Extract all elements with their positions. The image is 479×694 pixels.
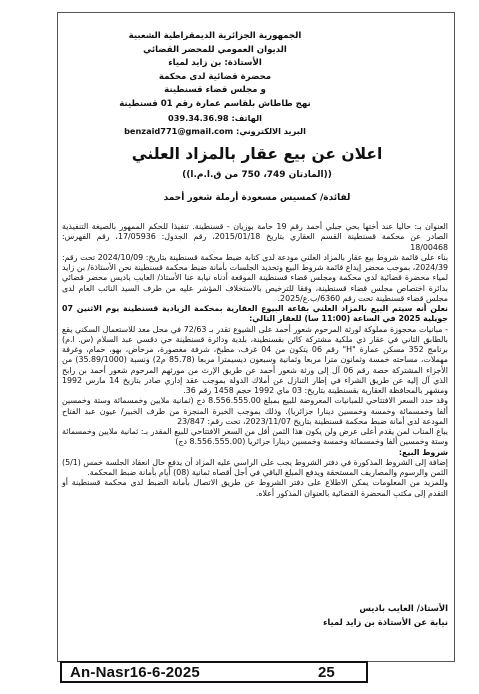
conditions-deposit-paragraph: بناء على قائمة شروط بيع عقار بالمزاد العلني مودعة لدى كتابة ضبط محكمة قسنطينة بتاريخ: 2024/10/09 تحت رقم: 2024/39، بموجب محضر إيداع قائمة شروط البيع وتحديد الجلسات بأمانة ضبط محكمة قسنطينة نحن الأستاذة/ بن زايد لمياء محضرة قضائية لدى محكمة ومجلس قضاء قسنطينة الموقعة أدناه نيابة عنا الأستاذ/ العايب باديس محضر قضائي بدائرة اختصاص مجلس قضاء قسنطينة، وفقا للترخيص بالاستخلاف المؤشر عليه من طرف السيد النائب العام لدى مجلس قضاء قسنطينة تحت رقم 6360/ب.ع/2025. <box>61 252 449 303</box>
notice-title: اعلان عن بيع عقار بالمزاد العلني <box>131 145 383 163</box>
page-number: 25 <box>318 664 335 681</box>
beneficiary: لفائدة/ كمسيس مسعودة أرملة شعور أحمد <box>163 193 351 203</box>
office-email: البريد الالكتروني: benzaid771@gmail.com <box>124 126 306 137</box>
property-description-paragraph: - مبانيات محجوزة مملوكة لورثة المرحوم شعور أحمد على الشيوع تقدر بـ 72/63 في محل معد للاستعمال السكني يقع بالطابق الثاني في عقار ذي ملكية مشتركة كائن بقسنطينة، بلدية ودائرة قسنطينة حي دقسي عبد السلام (س. ا.م) برنامج 352 مسكن عمارة "H" رقم 06 يتكون من 04 غرف، مطبخ، شرفة مغصورة، مرحاض، بهو، حمام، وغرفة مهملات، مساحته خمسة وثمانون مترا مربعا وثمانية وسبعون ديسيمترا مربعا (85.78 م2) ونسبة (35.89/1000) من الأجزاء المشتركة حصة رقم 06 آل إلى ورثة شعور أحمد عن طريق الإرث من مورثهم المرحوم شعور أحمد بن رابح الذي آل إليه عن طريق الشراء في إطار التنازل عن أملاك الدولة بموجب عقد إداري صادر بتاريخ 14 مارس 1992 ومشهر بالمحافظة العقارية بقسنطينة بتاريخ: 03 ماي 1992 حجم 1458 رقم 36. <box>62 324 449 395</box>
bailiff-council: و مجلس قضاء قسنطينة <box>164 85 266 96</box>
newspaper-reference: An-Nasr16-6-2025 <box>70 664 200 681</box>
legal-articles: ((المادتان 749، 750 من ق.ا.م.ا)) <box>182 170 332 180</box>
office-phone: الهاتف: 039.34.36.98 <box>168 112 262 123</box>
newspaper-footer <box>60 661 368 683</box>
signatory-role: نيابة عن الأستاذة بن زايد لمياء <box>323 616 448 627</box>
payment-terms-paragraph: إضافة إلى الشروط المذكورة في دفتر الشروط يجب على الراسي عليه المزاد أن يدفع حال انعقاد الجلسة خمس (5/1) الثمن والرسوم والمصاريف المستحقة ويدفع المبلغ الباقي في أجل أقصاه ثمانية (08) أيام بأمانة ضبط المحكمة. <box>62 457 448 477</box>
bailiff-court: محضرة قضائية لدى محكمة <box>158 71 272 82</box>
opening-price-paragraph: وقد حدد السعر الافتتاحي للمبانيات المعروضة للبيع بمبلغ 8.556.555.00 دج (ثمانية ملايين وخمسمائة وستة وخمسين ألفا وخمسمائة وخمسة وخمسين دينارا جزائريا). وذلك بموجب الخبرة المنجزة من طرف الخبير/ عيون عبد الفتاح المودعة لدى أمانة ضبط محكمة قسنطينة بتاريخ 2023/11/07، تحت رقم: 23/847 <box>62 396 448 426</box>
office-address: نهج طاطاش بلقاسم عمارة رقم 01 قسنطينة <box>119 98 311 109</box>
republic-line: الجمهورية الجزائرية الديمقراطية الشعبية <box>128 31 302 41</box>
auction-date-paragraph: نعلن أنه سيتم البيع بالمزاد العلني بقاعة البيوع العقارية بمحكمة الزيادية قسنطينة يوم الاثنين 07 جويلية 2025 في الساعة (11:00 سا) للعقار التالي: <box>62 304 448 324</box>
signatory-name: الأستاذ/ العايب باديس <box>359 603 448 613</box>
address-paragraph: العنوان بـ: حاليا عند أختها بحي جبلي أحمد رقم 19 حامة بوزيان - قسنطينة. تنفيذا للحكم الممهور بالصيغة التنفيذية الصادر عن محكمة قسنطينة القسم العقاري بتاريخ 2015/01/18، رقم الجدول: 17/05936، رقم الفهرس: 18/00468 <box>62 222 448 252</box>
office-line: الديوان العمومي للمحضر القضائي <box>143 44 287 55</box>
more-info-paragraph: وللمزيد من المعلومات يمكن الاطلاع على دفتر الشروط عن طريق الاتصال بأمانة الضبط لدى محكمة قسنطينة أو التقدم إلى مكتب المحضرة القضائية بالعنوان المذكور أعلاه. <box>62 478 448 498</box>
bailiff-name: الأستاذة: بن زايد لمياء <box>168 58 262 69</box>
sale-conditions-label: شروط البيع: <box>398 447 448 457</box>
signature-block <box>300 602 448 629</box>
notice-body <box>62 222 448 499</box>
letterhead <box>70 30 360 139</box>
minimum-price-paragraph: يباع المناب لمن يقدم أعلى عرض ولن يكون هذا الثمن أقل من السعر الافتتاحي للبيع المقدر بـ: ثمانية ملايين وخمسمائة وستة وخمسين ألفا وخمسمائة وخمسة وخمسين دينارا جزائريا (8.556.555.00 دج) <box>62 427 448 447</box>
